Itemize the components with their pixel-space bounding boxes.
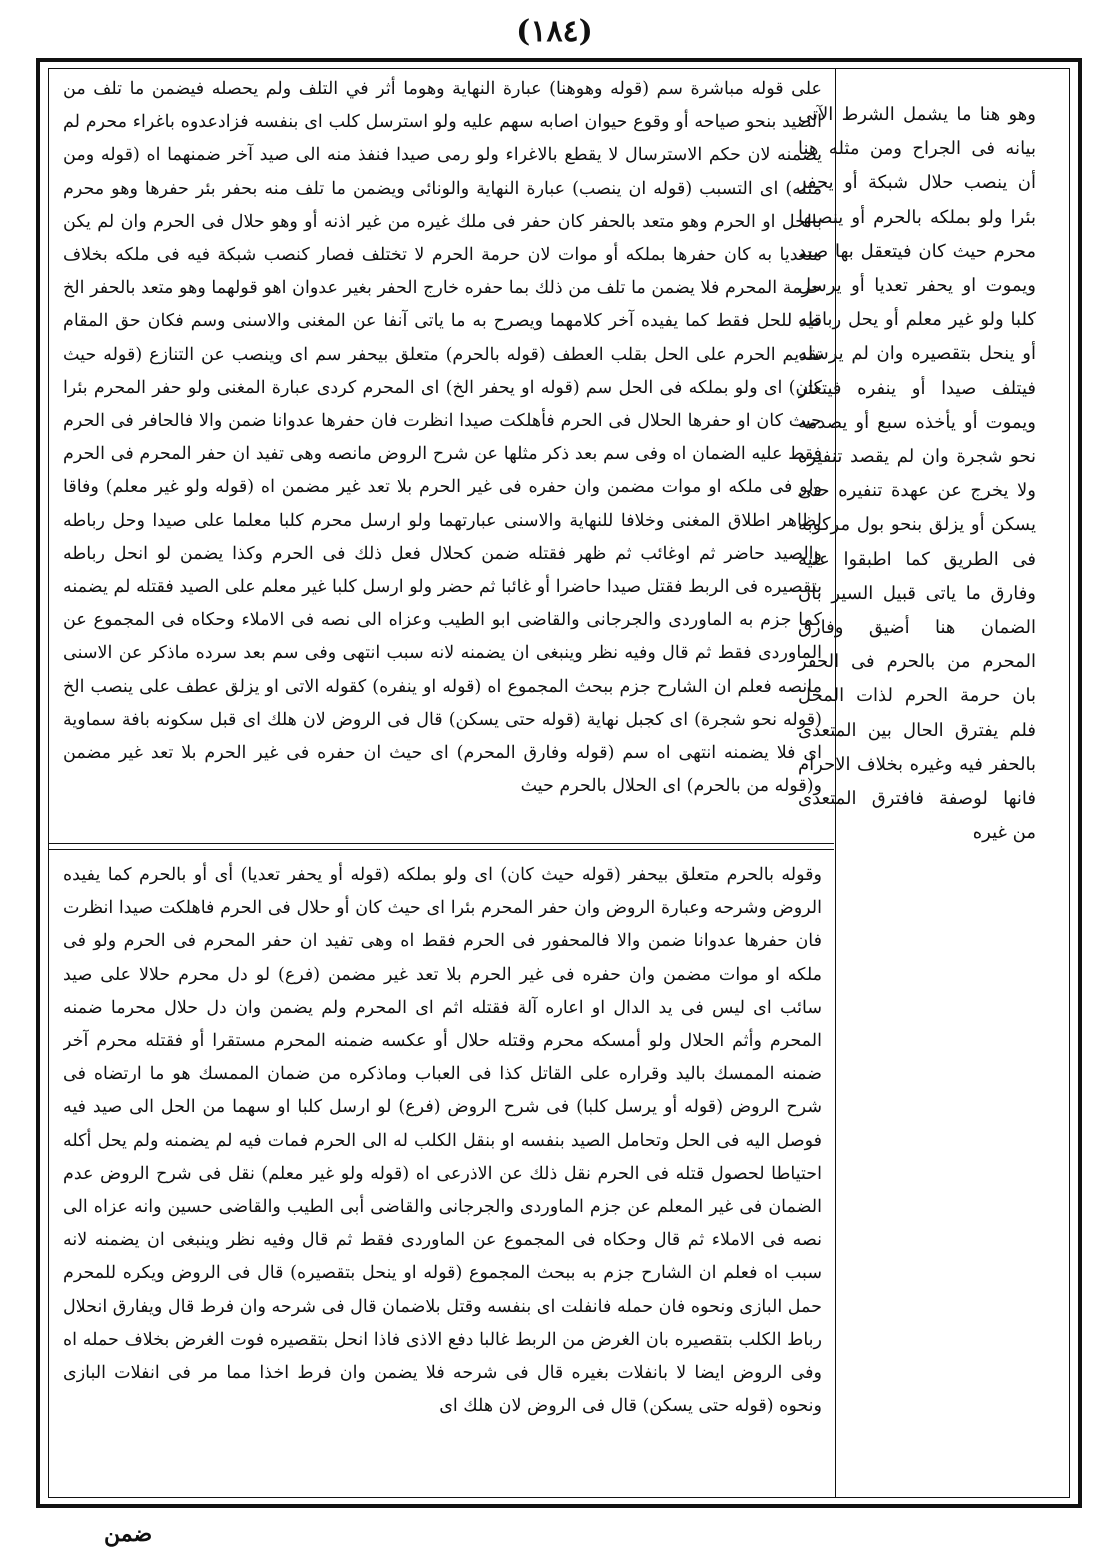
section-divider xyxy=(49,843,834,850)
main-text-upper xyxy=(63,73,822,839)
main-text-column xyxy=(49,69,834,1497)
margin-paragraph: وهو هنا ما يشمل الشرط الآتى بيانه فى الجراح ومن مثله هنا أن ينصب حلال شبكة أو يحفر بئرا ولو بملكه بالحرم أو ينصبها محرم حيث كان فيتعقل بها صيد ويموت او يحفر تعديا أو يرسل كلبا ولو غير معلم أو يحل رباطه أو ينحل بتقصيره وان لم يرسله فيتلف صيدا أو ينفره فيتعثر ويموت أو يأخذه سبع أو يصدمه نحو شجرة وان لم يقصد تنفيره ولا يخرج عن عهدة تنفيره حتى يسكن أو يزلق بنحو بول مركوبه فى الطريق كما اطبقوا عليه وفارق ما ياتى قبيل السير بان الضمان هنا أضيق وفارق المحرم من بالحرم فى الحفر بان حرمة الحرم لذات المحل فلم يفترق الحال بين المتعدى بالحفر فيه وغيره بخلاف الاحرام فانها لوصفة فافترق المتعدى من غيره xyxy=(798,104,1036,844)
margin-text-column xyxy=(798,98,1036,1238)
upper-paragraph: على قوله مباشرة سم (قوله وهوهنا) عبارة النهاية وهوما أثر في التلف ولم يحصله فيضمن ما تلف من الصيد بنحو صياحه أو وقوع حيوان اصابه سهم عليه ولو استرسل كلب اى بنفسه فزادعدوه باغراء محرم لم يضمنه لان حكم الاسترسال لا يقطع بالاغراء ولو رمى صيدا فنفذ منه الى صيد آخر ضمنهما اه (قوله ومن مثله) اى التسبب (قوله ان ينصب) عبارة النهاية والونائى ويضمن ما تلف منه بحفر بئر حفرها وهو محرم بالحل او الحرم وهو متعد بالحفر كان حفر فى ملك غيره من غير اذنه أو وهو حلال فى الحرم وان لم يكن متعديا به كان حفرها بملكه أو موات لان حرمة الحرم لا تختلف فصار كنصب شبكة فيه فى ملكه بخلاف حرمة المحرم فلا يضمن ما تلف من ذلك بما حفره خارج الحفر بغير عدوان اهو قولهما وهو متعد بالحفر الخ قيد للحل فقط كما يفيده آخر كلامهما ويصرح به ما ياتى آنفا عن المغنى والاسنى وسم فكان حق المقام تقديم الحرم على الحل بقلب العطف (قوله بالحرم) متعلق بيحفر سم اى وينصب عن التنازع (قوله حيث كان) اى ولو بملكه فى الحل سم (قوله او يحفر الخ) اى المحرم كردى عبارة المغنى ولو حفر المحرم بئرا حيث كان او حفرها الحلال فى الحرم فأهلكت صيدا انظرت فان حفرها عدوانا ضمن والا فالحافر فى الحرم فقط عليه الضمان اه وفى سم بعد ذكر مثلها عن شرح الروض مانصه وهى تفيد ان حفر المحرم فى الحرم ولو فى ملكه او موات مضمن وان حفره فى غير الحرم بلا تعد غير مضمن اه (قوله ولو غير معلم) وفاقا لظاهر اطلاق المغنى وخلافا للنهاية والاسنى عبارتهما ولو ارسل محرم كلبا معلما على صيدا وحل رباطه والصيد حاضر ثم اوغائب ثم ظهر فقتله ضمن كحلال فعل ذلك فى الحرم وكذا يضمن لو انحل رباطه بتقصيره فى الربط فقتل صيدا حاضرا أو غائبا ثم حضر ولو ارسل كلبا غير معلم على الصيد فقتله لم يضمنه كما جزم به الماوردى والجرجانى والقاضى ابو الطيب وعزاه الى نصه فى الاملاء وحكاه فى المجموع عن الماوردى فقط ثم قال وفيه نظر وينبغى ان يضمنه لانه سبب انتهى وفى سم بعد سرده ماذكر عن الاسنى مانصه فعلم ان الشارح جزم ببحث المجموع اه (قوله او ينفره) كقوله الاتى او يزلق عطف على ينصب الخ (قوله نحو شجرة) اى كجبل نهاية (قوله حتى يسكن) قال فى الروض لان هلك اى قبل سكونه بافة سماوية اى فلا يضمنه انتهى اه سم (قوله وفارق المحرم) اى حيث ان حفره فى غير الحرم بلا تعد غير مضمن و(قوله من بالحرم) اى الحلال بالحرم حيث xyxy=(63,79,822,797)
catchword: ضمن xyxy=(104,1521,153,1547)
lower-paragraph: وقوله بالحرم متعلق بيحفر (قوله حيث كان) اى ولو بملكه (قوله أو يحفر تعديا) أى أو بالحرم كما يفيده الروض وشرحه وعبارة الروض وان حفر المحرم بئرا اى حيث كان أو حلال فى الحرم فاهلكت صيدا انظرت فان حفرها عدوانا ضمن والا فالمحفور فى الحرم فقط اه وهى تفيد ان حفر المحرم فى الحرم ولو فى ملكه او موات مضمن وان حفره فى غير الحرم بلا تعد غير مضمن (فرع) لو دل محرم حلالا على صيد سائب اى ليس فى يد الدال او اعاره آلة فقتله اثم اى المحرم ولم يضمن وان دل حلال محرما ضمنه المحرم وأثم الحلال ولو أمسكه محرم وقتله حلال أو عكسه ضمنه المحرم مستقرا أو فقتله محرم آخر ضمنه الممسك باليد وقراره على القاتل كذا فى العباب وماذكره من ضمان الممسك هو ما ارتضاه فى شرح الروض (قوله أو يرسل كلبا) فى شرح الروض (فرع) لو ارسل كلبا او سهما من الحل الى صيد فيه فوصل اليه فى الحل وتحامل الصيد بنفسه او بنقل الكلب له الى الحرم فمات فيه لم يضمنه ولم يحل أكله احتياطا لحصول قتله فى الحرم نقل ذلك عن الاذرعى اه (قوله ولو غير معلم) نقل فى شرح الروض عدم الضمان فى غير المعلم عن جزم الماوردى والجرجانى والقاضى أبى الطيب والقاضى حسين وانه عزاه الى نصه فى الاملاء ثم قال وحكاه فى المجموع عن الماوردى فقط ثم قال وفيه نظر وينبغى ان يضمنه لانه سبب اه فعلم ان الشارح جزم به ببحث المجموع (قوله او ينحل بتقصيره) قال فى الروض ويكره للمحرم حمل البازى ونحوه فان حمله فانفلت اى بنفسه وقتل بلاضمان قال فى شرحه وان فرط قال ويفارق انحلال رباط الكلب بتقصيره بان الغرض من الربط غالبا دفع الاذى فاذا انحل بتقصيره فوت الغرض بخلاف حمله اه وفى الروض ايضا لا بانفلات بغيره قال فى شرحه فلا يضمن وان فرط اخذا مما مر فى انفلات البازى ونحوه (قوله حتى يسكن) قال فى الروض لان هلك اى xyxy=(63,865,822,1417)
main-text-lower xyxy=(63,859,822,1499)
page-number: (١٨٤) xyxy=(516,14,593,49)
